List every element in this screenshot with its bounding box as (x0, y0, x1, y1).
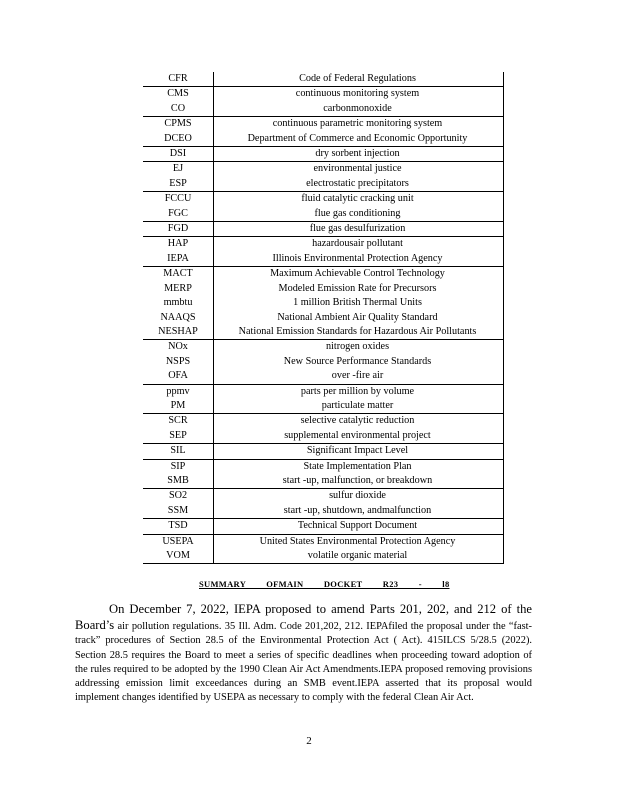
definition-cell: fluid catalytic cracking unit (214, 192, 504, 207)
acronym-row (143, 311, 504, 325)
page-number: 2 (306, 735, 312, 747)
definition-cell: environmental justice (214, 162, 504, 177)
acronym-cell: SIL (143, 444, 214, 459)
acronym-cell: mmbtu (143, 296, 214, 310)
acronym-table (143, 72, 504, 564)
acronym-cell: CO (143, 102, 214, 117)
acronym-row (143, 429, 504, 444)
acronym-row (143, 132, 504, 147)
acronym-cell: FGC (143, 207, 214, 222)
acronym-cell: MACT (143, 267, 214, 282)
acronym-cell: VOM (143, 549, 214, 564)
acronym-row (143, 147, 504, 162)
definition-cell: over -fire air (214, 369, 504, 384)
definition-cell: flue gas desulfurization (214, 222, 504, 237)
definition-cell: United States Environmental Protection Agency (214, 534, 504, 549)
definition-cell: 1 million British Thermal Units (214, 296, 504, 310)
acronym-cell: DSI (143, 147, 214, 162)
acronym-row (143, 355, 504, 369)
acronym-cell: DCEO (143, 132, 214, 147)
definition-cell: supplemental environmental project (214, 429, 504, 444)
acronym-row (143, 444, 504, 459)
acronym-row (143, 489, 504, 504)
acronym-row (143, 252, 504, 267)
definition-cell: volatile organic material (214, 549, 504, 564)
definition-cell: Code of Federal Regulations (214, 72, 504, 87)
definition-cell: Technical Support Document (214, 519, 504, 534)
definition-cell: Significant Impact Level (214, 444, 504, 459)
acronym-cell: IEPA (143, 252, 214, 267)
acronym-cell: SMB (143, 474, 214, 489)
definition-cell: Modeled Emission Rate for Precursors (214, 282, 504, 296)
definition-cell: particulate matter (214, 399, 504, 414)
acronym-row (143, 162, 504, 177)
paragraph-lead: On December 7, 2022, IEPA proposed to amend Parts 201, 202, and 212 of the Board’s (75, 602, 532, 633)
acronym-cell: SIP (143, 459, 214, 474)
acronym-cell: USEPA (143, 534, 214, 549)
definition-cell: flue gas conditioning (214, 207, 504, 222)
acronym-cell: TSD (143, 519, 214, 534)
definition-cell: parts per million by volume (214, 384, 504, 399)
acronym-row (143, 117, 504, 132)
definition-cell: start -up, shutdown, andmalfunction (214, 504, 504, 519)
definition-cell: carbonmonoxide (214, 102, 504, 117)
definition-cell: State Implementation Plan (214, 459, 504, 474)
acronym-cell: SCR (143, 414, 214, 429)
acronym-row (143, 369, 504, 384)
acronym-cell: FGD (143, 222, 214, 237)
acronym-row (143, 87, 504, 102)
definition-cell: start -up, malfunction, or breakdown (214, 474, 504, 489)
acronym-cell: NAAQS (143, 311, 214, 325)
definition-cell: Maximum Achievable Control Technology (214, 267, 504, 282)
acronym-cell: ppmv (143, 384, 214, 399)
summary-heading: SUMMARY OFMAIN DOCKET R23 - l8 (199, 579, 450, 589)
definition-cell: Department of Commerce and Economic Opportunity (214, 132, 504, 147)
acronym-cell: SSM (143, 504, 214, 519)
acronym-row (143, 414, 504, 429)
acronym-row (143, 192, 504, 207)
acronym-row (143, 207, 504, 222)
definition-cell: continuous monitoring system (214, 87, 504, 102)
acronym-cell: ESP (143, 177, 214, 192)
acronym-cell: NSPS (143, 355, 214, 369)
acronym-cell: CFR (143, 72, 214, 87)
definition-cell: sulfur dioxide (214, 489, 504, 504)
acronym-cell: NESHAP (143, 325, 214, 340)
acronym-cell: EJ (143, 162, 214, 177)
definition-cell: hazardousair pollutant (214, 237, 504, 252)
definition-cell: selective catalytic reduction (214, 414, 504, 429)
summary-paragraph (75, 602, 532, 705)
acronym-row (143, 222, 504, 237)
acronym-row (143, 340, 504, 355)
acronym-cell: CMS (143, 87, 214, 102)
acronym-cell: CPMS (143, 117, 214, 132)
acronym-row (143, 549, 504, 564)
acronym-row (143, 519, 504, 534)
acronym-row (143, 325, 504, 340)
acronym-row (143, 102, 504, 117)
acronym-row (143, 399, 504, 414)
acronym-row (143, 72, 504, 87)
acronym-cell: SO2 (143, 489, 214, 504)
acronym-row (143, 177, 504, 192)
acronym-cell: MERP (143, 282, 214, 296)
acronym-cell: PM (143, 399, 214, 414)
definition-cell: electrostatic precipitators (214, 177, 504, 192)
acronym-row (143, 296, 504, 310)
acronym-row (143, 534, 504, 549)
acronym-row (143, 459, 504, 474)
definition-cell: National Emission Standards for Hazardous Air Pollutants (214, 325, 504, 340)
definition-cell: National Ambient Air Quality Standard (214, 311, 504, 325)
acronym-row (143, 282, 504, 296)
definition-cell: dry sorbent injection (214, 147, 504, 162)
acronym-cell: OFA (143, 369, 214, 384)
acronym-cell: SEP (143, 429, 214, 444)
acronym-cell: FCCU (143, 192, 214, 207)
acronym-row (143, 384, 504, 399)
paragraph-body: air pollution regulations. 35 Ill. Adm. Code 201,202, 212. IEPAfiled the proposal under the “fast-track” procedures of Section 28.5 of the Environmental Protection Act ( Act). 415ILCS 5/28.5 (2022). Section 28.5 requires the Board to meet a series of specific deadlines when proceeding toward adoption of the rules required to be adopted by the 1990 Clean Air Act Amendments.IEPA proposed removing provisions addressing emission limit exceedances during an SMB event.IEPA asserted that its proposal would implement changes identified by USEPA as necessary to comply with the federal Clean Air Act. (75, 621, 532, 704)
acronym-row (143, 504, 504, 519)
acronym-row (143, 237, 504, 252)
acronym-cell: NOx (143, 340, 214, 355)
acronym-cell: HAP (143, 237, 214, 252)
acronym-row (143, 267, 504, 282)
definition-cell: New Source Performance Standards (214, 355, 504, 369)
acronym-row (143, 474, 504, 489)
definition-cell: continuous parametric monitoring system (214, 117, 504, 132)
definition-cell: Illinois Environmental Protection Agency (214, 252, 504, 267)
definition-cell: nitrogen oxides (214, 340, 504, 355)
